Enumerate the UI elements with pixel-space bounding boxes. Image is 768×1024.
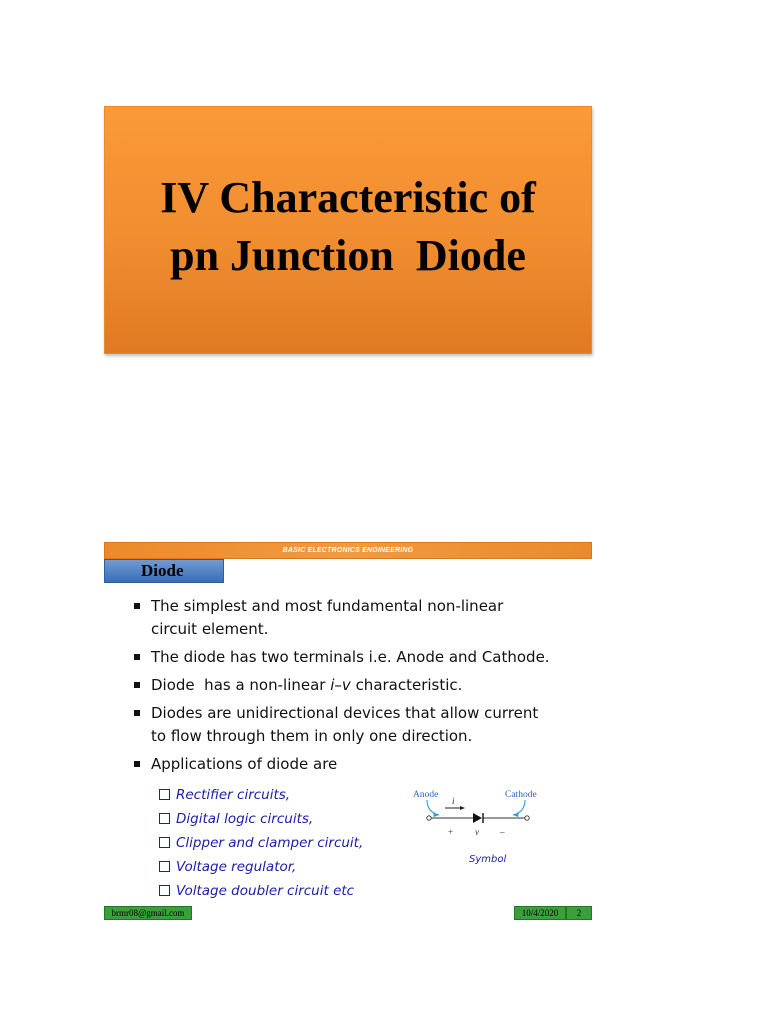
bullet-text: characteristic.	[350, 676, 463, 694]
footer-email: brmr08@gmail.com	[104, 906, 192, 920]
bullet-text: to flow through them in only one direction.	[151, 727, 473, 745]
bullet-text: The simplest and most fundamental non-linear	[151, 597, 504, 615]
title-slide	[104, 106, 592, 354]
footer-date: 10/4/2020	[514, 906, 566, 920]
slide-header-bar: BASIC ELECTRONICS ENGINEERING	[104, 542, 592, 559]
bullet-text: The diode has two terminals i.e. Anode and Cathode.	[151, 648, 550, 666]
application-item: Voltage regulator,	[159, 855, 363, 879]
bullet-text-italic: i	[330, 676, 335, 694]
title-line-1: IV Characteristic of	[160, 173, 536, 222]
cathode-pointer	[513, 800, 525, 815]
application-item: Clipper and clamper circuit,	[159, 831, 363, 855]
bullet-text: Diodes are unidirectional devices that allow current	[151, 704, 539, 722]
bullet-text: Applications of diode are	[151, 755, 338, 773]
current-label: i	[452, 796, 455, 806]
cathode-terminal	[525, 816, 529, 820]
application-item: Voltage doubler circuit etc	[159, 879, 363, 903]
cathode-label: Cathode	[505, 790, 537, 800]
anode-terminal	[427, 816, 431, 820]
slide-title	[160, 169, 536, 285]
diode-triangle	[473, 813, 482, 823]
anode-pointer	[427, 800, 439, 815]
applications-list	[159, 783, 363, 903]
section-tab-diode: Diode	[104, 559, 224, 583]
title-line-2: pn Junction Diode	[170, 231, 526, 280]
bullet-item	[131, 646, 581, 669]
minus-label: –	[500, 827, 505, 837]
voltage-label: v	[475, 827, 479, 837]
bullet-text: Diode has a non-linear	[151, 676, 331, 694]
symbol-caption: Symbol	[469, 854, 507, 865]
bullet-list	[131, 595, 581, 781]
application-item: Digital logic circuits,	[159, 807, 363, 831]
current-arrow-head	[460, 806, 465, 810]
application-item: Rectifier circuits,	[159, 783, 363, 807]
anode-label: Anode	[413, 790, 439, 800]
bullet-item	[131, 753, 581, 776]
plus-label: +	[448, 827, 454, 837]
bullet-item	[131, 674, 581, 697]
footer-page-number: 2	[566, 906, 592, 920]
bullet-item	[131, 702, 581, 748]
bullet-text-italic: v	[341, 676, 351, 694]
bullet-text: –	[334, 676, 342, 694]
bullet-text: circuit element.	[151, 620, 269, 638]
bullet-item	[131, 595, 581, 641]
diode-symbol-diagram	[405, 784, 555, 870]
